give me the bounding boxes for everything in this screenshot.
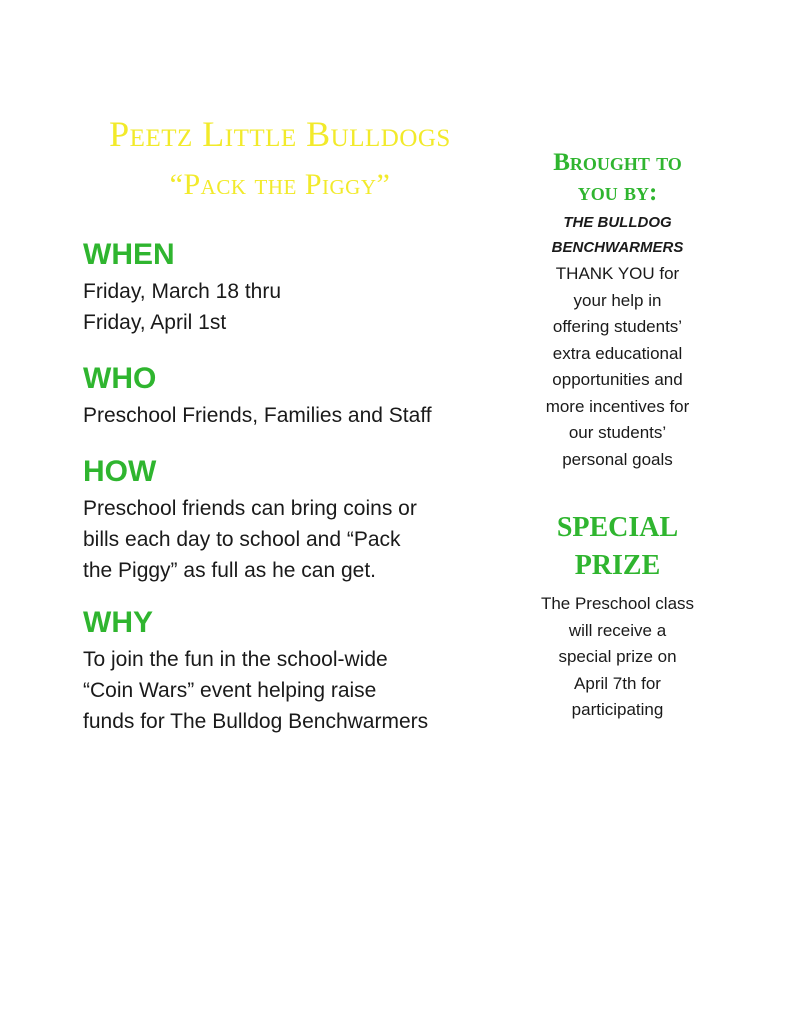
who-body <box>83 400 503 431</box>
section-when <box>83 236 503 338</box>
brought-heading-line: Brought to <box>553 149 682 176</box>
sponsor-line: THE BULLDOG <box>563 214 672 231</box>
why-body <box>83 644 503 737</box>
section-how <box>83 453 503 586</box>
sponsor-name <box>525 210 710 260</box>
sponsor-sidebar <box>525 148 710 724</box>
why-line: To join the fun in the school-wide <box>83 648 388 671</box>
thanks-line: THANK YOU for <box>555 264 680 283</box>
thanks-line: your help in <box>573 290 662 310</box>
how-line: the Piggy” as full as he can get. <box>83 559 377 582</box>
thanks-line: our students’ <box>568 423 667 442</box>
special-heading-line: PRIZE <box>574 550 661 581</box>
special-prize-details <box>525 591 710 724</box>
how-body <box>83 493 503 586</box>
special-line: participating <box>571 700 664 719</box>
special-heading-line: SPECIAL <box>556 512 679 543</box>
flyer-title <box>70 112 490 204</box>
thanks-line: personal goals <box>562 449 673 469</box>
when-body <box>83 276 503 338</box>
when-line: Friday, March 18 thru <box>83 280 282 303</box>
how-heading: HOW <box>83 455 157 488</box>
special-prize-heading <box>525 509 710 585</box>
brought-to-you-by-heading <box>525 148 710 208</box>
brought-heading-line: you by: <box>577 179 658 206</box>
when-line: Friday, April 1st <box>83 311 227 334</box>
special-line: special prize on <box>558 647 677 666</box>
thanks-line: opportunities and <box>552 370 683 389</box>
how-line: bills each day to school and “Pack <box>83 528 401 551</box>
special-line: will receive a <box>568 620 667 640</box>
special-line: The Preschool class <box>540 594 695 613</box>
why-line: funds for The Bulldog Benchwarmers <box>83 710 429 733</box>
how-line: Preschool friends can bring coins or <box>83 497 417 520</box>
who-line: Preschool Friends, Families and Staff <box>83 404 432 427</box>
special-line: April 7th for <box>574 673 661 693</box>
thank-you-message <box>525 261 710 473</box>
title-line-1: Peetz Little Bulldogs <box>109 114 451 154</box>
section-why <box>83 604 503 737</box>
when-heading: WHEN <box>83 238 175 271</box>
section-who <box>83 360 503 431</box>
who-heading: WHO <box>83 362 157 395</box>
thanks-line: offering students’ <box>552 317 683 336</box>
title-line-2: “Pack the Piggy” <box>169 168 391 201</box>
thanks-line: more incentives for <box>545 396 690 416</box>
sponsor-line: BENCHWARMERS <box>551 239 684 256</box>
why-heading: WHY <box>83 606 153 639</box>
why-line: “Coin Wars” event helping raise <box>83 679 377 702</box>
thanks-line: extra educational <box>552 343 683 363</box>
event-details <box>83 236 503 757</box>
